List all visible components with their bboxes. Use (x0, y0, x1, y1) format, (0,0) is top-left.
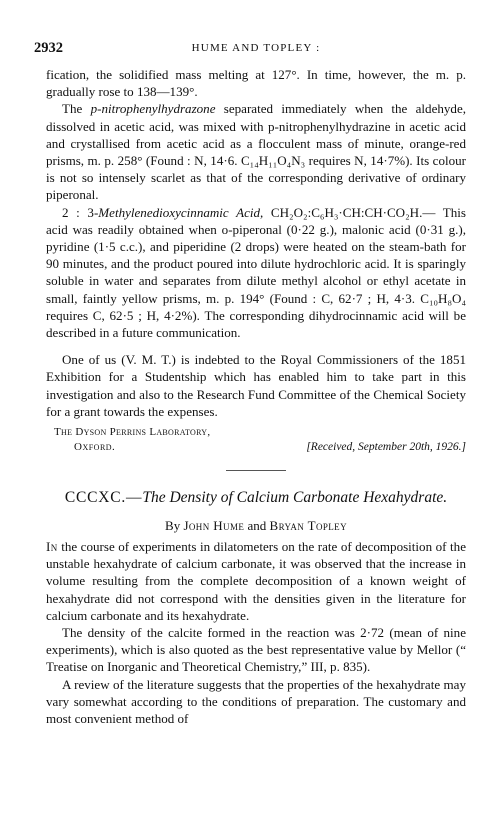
article-paragraph: The density of the calcite formed in the reaction was 2·72 (mean of nine experiments), which is also quoted as the best representative value by Mellor (“ Treatise on Inorganic and Theoretical Chemistry,” III, p. 835). (46, 625, 466, 675)
acknowledgement: One of us (V. M. T.) is indebted to the Royal Commissioners of the 1851 Exhibition for a Studentship which has enabled him to take part in this investigation and also to the Research Fund Committee of the Chemical Society for a grant towards the expenses. (46, 352, 466, 419)
and-label: and (244, 518, 270, 534)
compound-name: Methylenedioxycinnamic Acid, (98, 204, 264, 220)
article-title-text: The Density of Calcium Carbonate Hexahydrate. (142, 489, 448, 507)
journal-page (34, 40, 466, 727)
author-name: John Hume (183, 518, 245, 534)
paragraph-text: separated immediately when the aldehyde, dissolved in acetic acid, was mixed with p-nitrophenylhydrazine in acetic acid and crystallised from acetic acid as a flocculent mass of minute, orange-red prisms, m. p. 258° (Found : N, 14·6. C₁₄H₁₁O₄N₃ requires N, 14·7%). Its colour is not so intensely scarlet as that of the corresponding derivative of ordinary piperonal. (46, 101, 466, 203)
author-name: Bryan Topley (269, 518, 347, 534)
laboratory-name: The Dyson Perrins Laboratory, (54, 426, 211, 439)
page-header (34, 40, 466, 66)
location-line (46, 441, 466, 456)
laboratory-location: Oxford. (74, 441, 116, 454)
paragraph-hydrazone (46, 100, 466, 203)
paragraph-lead: The (62, 101, 91, 117)
paragraph-lead: 2 : 3- (62, 204, 99, 220)
drop-word: In (46, 539, 58, 555)
received-date: [Received, September 20th, 1926.] (306, 441, 466, 454)
paragraph-cinnamic-acid (46, 204, 466, 342)
laboratory-line (46, 426, 466, 441)
article-paragraph (46, 538, 466, 624)
running-title: HUME AND TOPLEY : (191, 42, 321, 54)
article-number: CCCXC.— (64, 489, 143, 507)
section-divider (226, 470, 286, 471)
paragraph-continued: fication, the solidified mass melting at 127°. In time, however, the m. p. gradually rose to 138—139°. (46, 67, 466, 100)
paragraph-text: the course of experiments in dilatometers on the rate of decomposition of the unstable hexahydrate of calcium carbonate, it was observed that the increase in volume resulting from the complete decomposition of a known weight of hexahydrate did not correspond with the densities given in the literature for calcium carbonate and its hexahydrate. (46, 539, 466, 623)
by-label: By (165, 518, 184, 534)
page-number: 2932 (34, 40, 63, 56)
article-paragraph: A review of the literature suggests that the properties of the hexahydrate may vary somewhat according to the conditions of preparation. The customary and most convenient method of (46, 676, 466, 727)
article-title (46, 487, 466, 508)
article-authors (46, 518, 466, 534)
compound-name: p-nitrophenylhydrazone (90, 101, 216, 117)
paragraph-text: CH₂O₂:C₆H₃·CH:CH·CO₂H.— This acid was readily obtained when o-piperonal (0·22 g.), malonic acid (0·31 g.), pyridine (1·5 c.c.), and piperidine (2 drops) were heated on the steam-bath for 90 minutes, and the product poured into dilute hydrochloric acid. It is sparingly soluble in water and separates from dilute methyl alcohol or ethyl acetate in small, faintly yellow prisms, m. p. 194° (Found : C, 62·7 ; H, 4·3. C₁₀H₈O₄ requires C, 62·5 ; H, 4·2%). The corresponding dihydrocinnamic acid will be described in a future communication. (46, 204, 466, 341)
